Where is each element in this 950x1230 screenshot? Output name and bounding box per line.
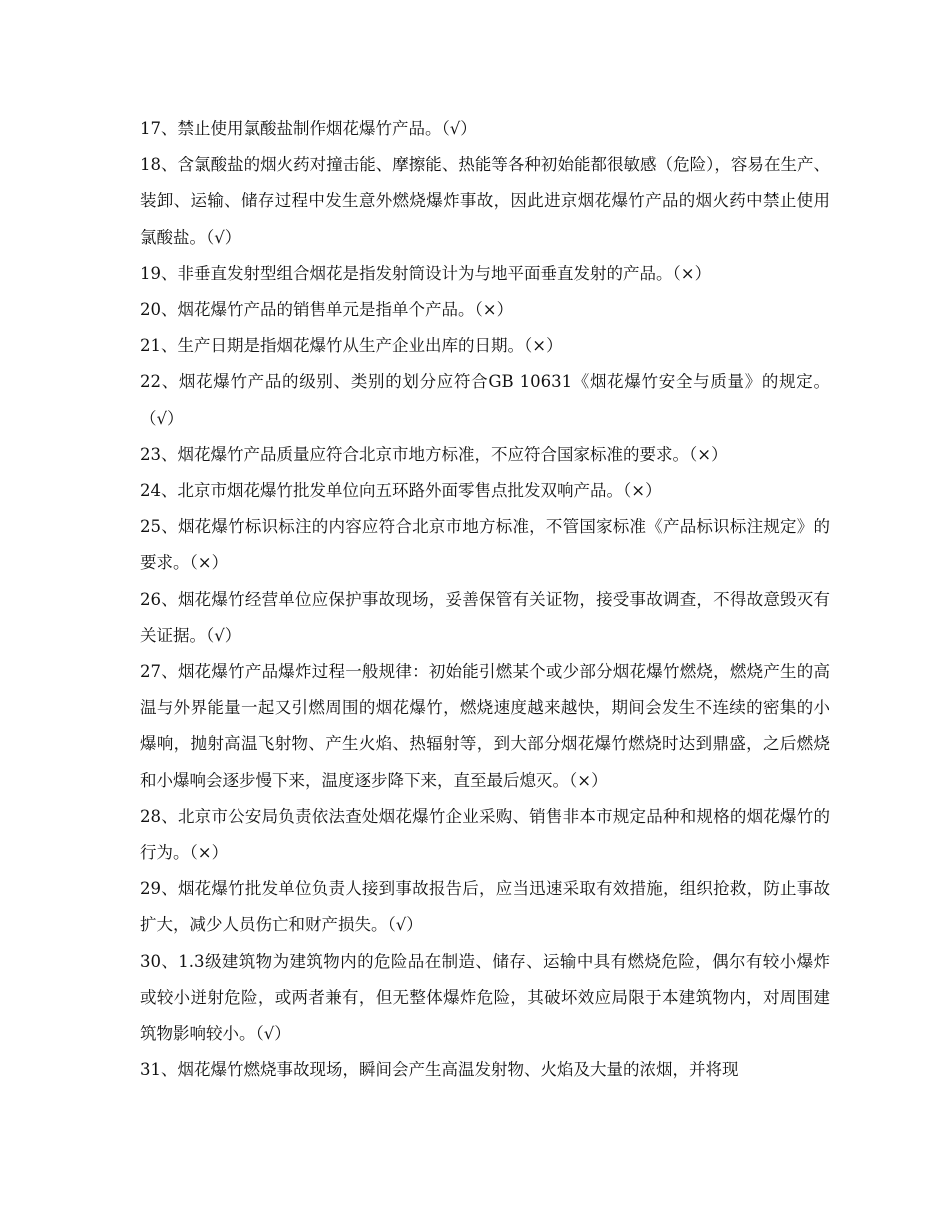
question-item-18: 18、含氯酸盐的烟火药对撞击能、摩擦能、热能等各种初始能都很敏感（危险），容易在生产、装卸、运输、储存过程中发生意外燃烧爆炸事故，因此进京烟花爆竹产品的烟火药中禁止使用氯酸盐。（√） xyxy=(140,155,830,247)
question-item-31: 31、烟花爆竹燃烧事故现场，瞬间会产生高温发射物、火焰及大量的浓烟，并将现 xyxy=(140,1060,739,1080)
question-item-27: 27、烟花爆竹产品爆炸过程一般规律：初始能引燃某个或少部分烟花爆竹燃烧，燃烧产生的高温与外界能量一起又引燃周围的烟花爆竹，燃烧速度越来越快，期间会发生不连续的密集的小爆响，抛射高温飞射物、产生火焰、热辐射等，到大部分烟花爆竹燃烧时达到鼎盛，之后燃烧和小爆响会逐步慢下来，温度逐步降下来，直至最后熄灭。（×） xyxy=(140,662,830,790)
question-item-28: 28、北京市公安局负责依法查处烟花爆竹企业采购、销售非本市规定品种和规格的烟花爆竹的行为。（×） xyxy=(140,806,830,863)
question-item-23: 23、烟花爆竹产品质量应符合北京市地方标准，不应符合国家标准的要求。（×） xyxy=(140,444,728,464)
question-item-24: 24、北京市烟花爆竹批发单位向五环路外面零售点批发双响产品。（×） xyxy=(140,481,662,501)
question-item-19: 19、非垂直发射型组合烟花是指发射筒设计为与地平面垂直发射的产品。（×） xyxy=(140,263,712,283)
question-item-25: 25、烟花爆竹标识标注的内容应符合北京市地方标准，不管国家标准《产品标识标注规定》的要求。（×） xyxy=(140,517,830,573)
question-item-30: 30、1.3级建筑物为建筑物内的危险品在制造、储存、运输中具有燃烧危险，偶尔有较小爆炸或较小迸射危险，或两者兼有，但无整体爆炸危险，其破坏效应局限于本建筑物内，对周围建筑物影响较小。（√） xyxy=(140,951,830,1044)
question-item-26: 26、烟花爆竹经营单位应保护事故现场，妥善保管有关证物，接受事故调查，不得故意毁灭有关证据。（√） xyxy=(140,589,830,645)
question-item-20: 20、烟花爆竹产品的销售单元是指单个产品。（×） xyxy=(140,300,514,320)
question-item-22: 22、烟花爆竹产品的级别、类别的划分应符合GB 10631《烟花爆竹安全与质量》的规定。（√） xyxy=(140,372,830,428)
document-body xyxy=(140,111,830,1088)
question-item-29: 29、烟花爆竹批发单位负责人接到事故报告后，应当迅速采取有效措施，组织抢救，防止事故扩大，减少人员伤亡和财产损失。（√） xyxy=(140,879,830,935)
question-item-21: 21、生产日期是指烟花爆竹从生产企业出库的日期。（×） xyxy=(140,336,563,356)
question-item-17: 17、禁止使用氯酸盐制作烟花爆竹产品。（√） xyxy=(140,119,477,138)
